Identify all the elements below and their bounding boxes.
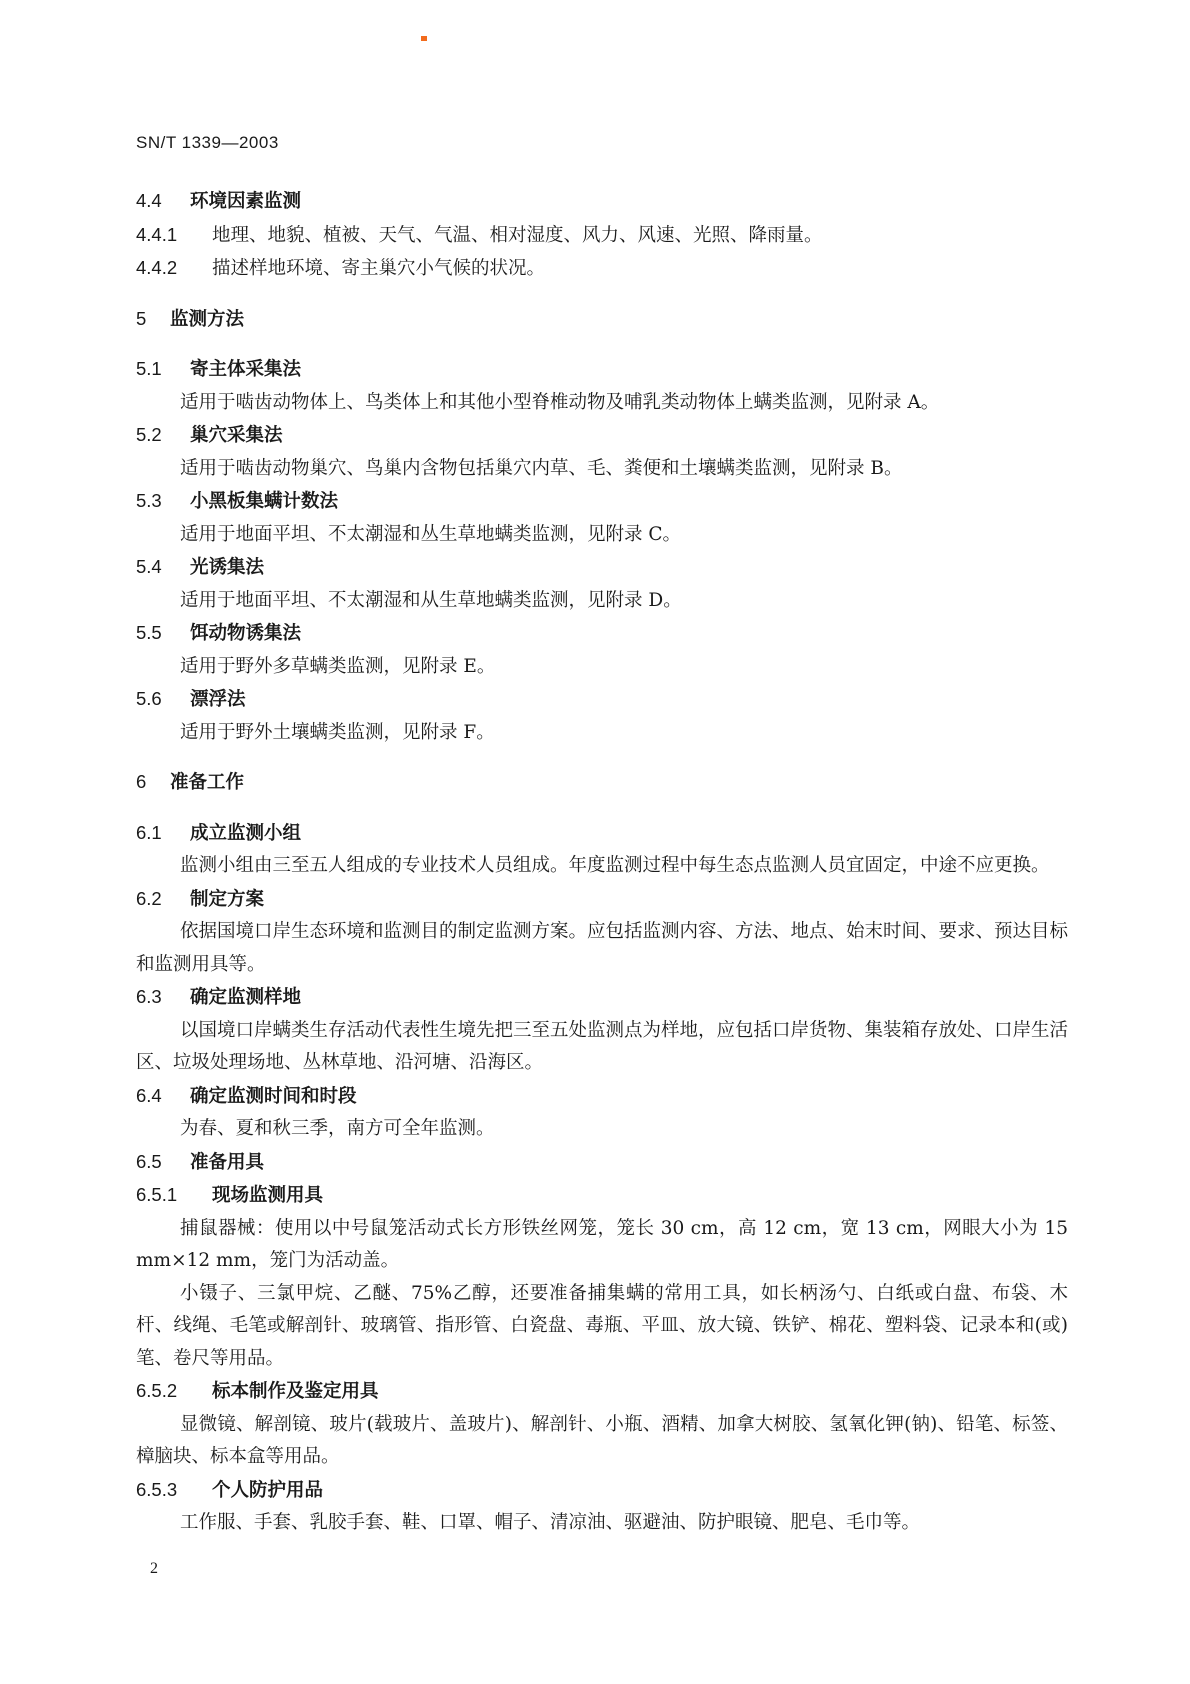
document-code: SN/T 1339—2003: [136, 133, 279, 152]
section-5-4-text: 适用于地面平坦、不太潮湿和从生草地螨类监测，见附录 D。: [180, 589, 682, 611]
section-6-5-2-heading: 6.5.2 标本制作及鉴定用具: [136, 1380, 379, 1402]
section-6-1-text: 监测小组由三至五人组成的专业技术人员组成。年度监测过程中每生态点监测人员宜固定，中途不应更换。: [180, 855, 1050, 876]
section-6-1-heading: 6.1 成立监测小组: [136, 821, 302, 844]
section-5-4-heading: 5.4 光诱集法: [136, 556, 265, 578]
section-6-heading: 6 准备工作: [136, 771, 245, 793]
section-5-3-heading: 5.3 小黑板集螨计数法: [136, 490, 339, 512]
section-6-5-3-text: 工作服、手套、乳胶手套、鞋、口罩、帽子、清凉油、驱避油、防护眼镜、肥皂、毛巾等。: [180, 1512, 921, 1533]
clause-4-4-2: 4.4.2 描述样地环境、寄主巢穴小气候的状况。: [136, 257, 546, 279]
clause-4-4-1: 4.4.1 地理、地貌、植被、天气、气温、相对湿度、风力、风速、光照、降雨量。: [136, 223, 823, 246]
page-number: 2: [150, 1560, 158, 1577]
section-6-5-1-text-2: 小镊子、三氯甲烷、乙醚、75%乙醇，还要准备捕集螨的常用工具，如长柄汤勺、白纸或白盘、布袋、木杆、线绳、毛笔或解剖针、玻璃管、指形管、白瓷盘、毒瓶、平皿、放大镜、铁铲、棉花、塑料袋、记录本和(或)笔、卷尺等用品。: [136, 1282, 1068, 1369]
section-6-3-heading: 6.3 确定监测样地: [136, 986, 302, 1008]
section-5-5-heading: 5.5 饵动物诱集法: [136, 622, 302, 644]
section-5-3-text: 适用于地面平坦、不太潮湿和丛生草地螨类监测，见附录 C。: [180, 523, 682, 545]
section-5-6-heading: 5.6 漂浮法: [136, 688, 246, 710]
section-6-5-3-heading: 6.5.3 个人防护用品: [136, 1478, 324, 1501]
section-4-4-heading: 4.4 环境因素监测: [136, 190, 302, 212]
top-orange-mark: [421, 36, 427, 41]
section-6-2-text: 依据国境口岸生态环境和监测目的制定监测方案。应包括监测内容、方法、地点、始末时间、要求、预达目标和监测用具等。: [136, 921, 1069, 975]
section-6-5-1-text-1: 捕鼠器械：使用以中号鼠笼活动式长方形铁丝网笼，笼长 30 cm，高 12 cm，宽 13 cm，网眼大小为 15 mm×12 mm，笼门为活动盖。: [136, 1217, 1068, 1271]
section-6-3-text: 以国境口岸螨类生存活动代表性生境先把三至五处监测点为样地，应包括口岸货物、集装箱存放处、口岸生活区、垃圾处理场地、丛林草地、沿河塘、沿海区。: [136, 1019, 1069, 1073]
section-6-5-2-text: 显微镜、解剖镜、玻片(载玻片、盖玻片)、解剖针、小瓶、酒精、加拿大树胶、氢氧化钾(钠)、铅笔、标签、樟脑块、标本盒等用品。: [136, 1413, 1068, 1467]
section-5-2-heading: 5.2 巢穴采集法: [136, 424, 283, 446]
section-6-5-heading: 6.5 准备用具: [136, 1150, 265, 1173]
section-5-6-text: 适用于野外土壤螨类监测，见附录 F。: [180, 721, 495, 743]
section-6-5-1-heading: 6.5.1 现场监测用具: [136, 1184, 324, 1206]
section-6-4-text: 为春、夏和秋三季，南方可全年监测。: [180, 1118, 495, 1139]
section-5-1-heading: 5.1 寄主体采集法: [136, 358, 302, 380]
section-5-2-text: 适用于啮齿动物巢穴、鸟巢内含物包括巢穴内草、毛、粪便和土壤螨类监测，见附录 B。: [180, 457, 903, 479]
section-5-1-text: 适用于啮齿动物体上、鸟类体上和其他小型脊椎动物及哺乳类动物体上螨类监测，见附录 A。: [180, 391, 940, 413]
section-5-5-text: 适用于野外多草螨类监测，见附录 E。: [180, 655, 496, 677]
document-body: [136, 185, 1068, 1540]
section-6-4-heading: 6.4 确定监测时间和时段: [136, 1084, 357, 1107]
section-6-2-heading: 6.2 制定方案: [136, 887, 265, 910]
section-5-heading: 5 监测方法: [136, 307, 245, 330]
